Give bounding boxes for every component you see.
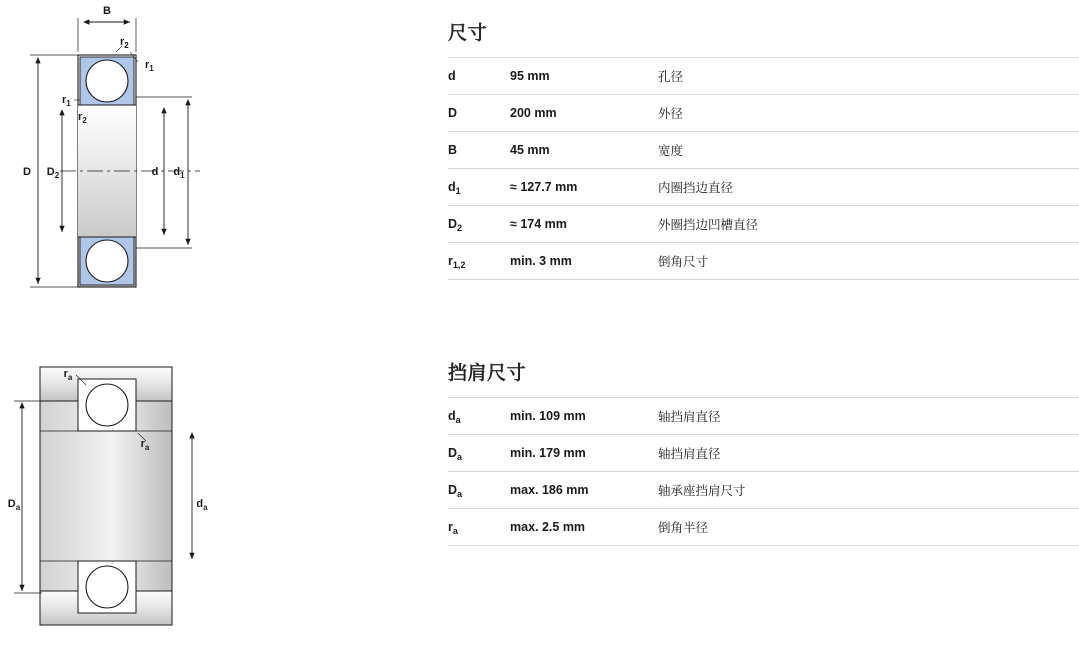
symbol-text: r (448, 254, 453, 268)
row-description: 轴承座挡肩尺寸 (658, 484, 746, 498)
dimension-D2 (47, 110, 62, 232)
row-symbol (448, 435, 510, 472)
row-value: 95 mm (510, 69, 550, 83)
row-symbol (448, 243, 510, 280)
row-value: min. 109 mm (510, 409, 586, 423)
label-r1-left: $r_1$ (62, 94, 71, 108)
row-value: max. 186 mm (510, 483, 589, 497)
row-symbol (448, 509, 510, 546)
dimensions-title: 尺寸 (448, 23, 488, 44)
symbol-text: d (448, 180, 456, 194)
symbol-text: D (448, 446, 458, 460)
symbol-text: D (448, 217, 458, 231)
label-ra-inner: $r_a$ (140, 438, 150, 452)
label-r2-left: $r_2$ (78, 111, 87, 125)
row-description: 宽度 (658, 144, 684, 158)
abutment-table (448, 397, 1079, 546)
dimension-da (192, 433, 208, 559)
row-description: 外圈挡边凹槽直径 (658, 218, 759, 232)
row-symbol (448, 472, 510, 509)
row-value: ≈ 127.7 mm (510, 180, 578, 194)
housing-shaft-blocks (40, 367, 172, 625)
table-row (448, 58, 1079, 95)
symbol-subscript: a (452, 526, 458, 536)
row-value: 45 mm (510, 143, 550, 157)
label-r2-top: $r_2$ (120, 36, 129, 50)
symbol-text: D (448, 483, 458, 497)
label-ra-top: $r_a$ (63, 368, 73, 382)
row-description: 倒角半径 (658, 521, 709, 535)
symbol-subscript: 1 (455, 186, 461, 196)
row-value: max. 2.5 mm (510, 520, 586, 534)
table-row (448, 95, 1079, 132)
row-description: 轴挡肩直径 (658, 410, 721, 424)
symbol-text: D (448, 106, 458, 120)
row-symbol (448, 398, 510, 435)
dimensions-table (448, 57, 1079, 280)
label-D2: $D_2$ (46, 166, 60, 180)
label-da: $d_a$ (196, 498, 208, 512)
symbol-subscript: a (455, 415, 461, 425)
table-row (448, 398, 1079, 435)
row-description: 轴挡肩直径 (658, 447, 721, 461)
row-symbol (448, 132, 510, 169)
table-row (448, 435, 1079, 472)
table-row (448, 472, 1079, 509)
dimensions-section (448, 18, 1079, 280)
dimension-Da (8, 401, 42, 593)
abutment-dimensions-diagram (0, 345, 430, 647)
symbol-subscript: 2 (457, 223, 463, 233)
label-B: B (103, 5, 111, 17)
row-symbol (448, 169, 510, 206)
spec-tables-column (448, 0, 1079, 647)
symbol-subscript: a (457, 452, 463, 462)
bearing-cross-section-diagram (0, 0, 430, 320)
label-D: D (23, 166, 31, 178)
row-value: min. 179 mm (510, 446, 586, 460)
table-row (448, 169, 1079, 206)
row-description: 孔径 (658, 70, 684, 84)
label-r1-top: $r_1$ (145, 59, 154, 73)
diagram-column (0, 0, 430, 647)
row-description: 倒角尺寸 (658, 255, 709, 269)
symbol-text: d (448, 69, 456, 83)
row-symbol (448, 95, 510, 132)
abutment-title: 挡肩尺寸 (448, 363, 527, 384)
label-d: d (151, 166, 159, 178)
row-description: 外径 (658, 107, 684, 121)
label-d1: $d_1$ (173, 166, 185, 180)
symbol-text: d (448, 409, 456, 423)
label-Da: $D_a$ (7, 498, 21, 512)
table-row (448, 132, 1079, 169)
symbol-subscript: 1,2 (452, 260, 466, 270)
row-description: 内圈挡边直径 (658, 181, 734, 195)
row-symbol (448, 58, 510, 95)
symbol-text: r (448, 520, 453, 534)
table-row (448, 206, 1079, 243)
table-row (448, 509, 1079, 546)
table-row (448, 243, 1079, 280)
symbol-text: B (448, 143, 458, 157)
dimension-d (152, 108, 164, 235)
row-symbol (448, 206, 510, 243)
symbol-subscript: a (457, 489, 463, 499)
abutment-section (448, 358, 1079, 546)
row-value: ≈ 174 mm (510, 217, 567, 231)
row-value: min. 3 mm (510, 254, 572, 268)
row-value: 200 mm (510, 106, 557, 120)
